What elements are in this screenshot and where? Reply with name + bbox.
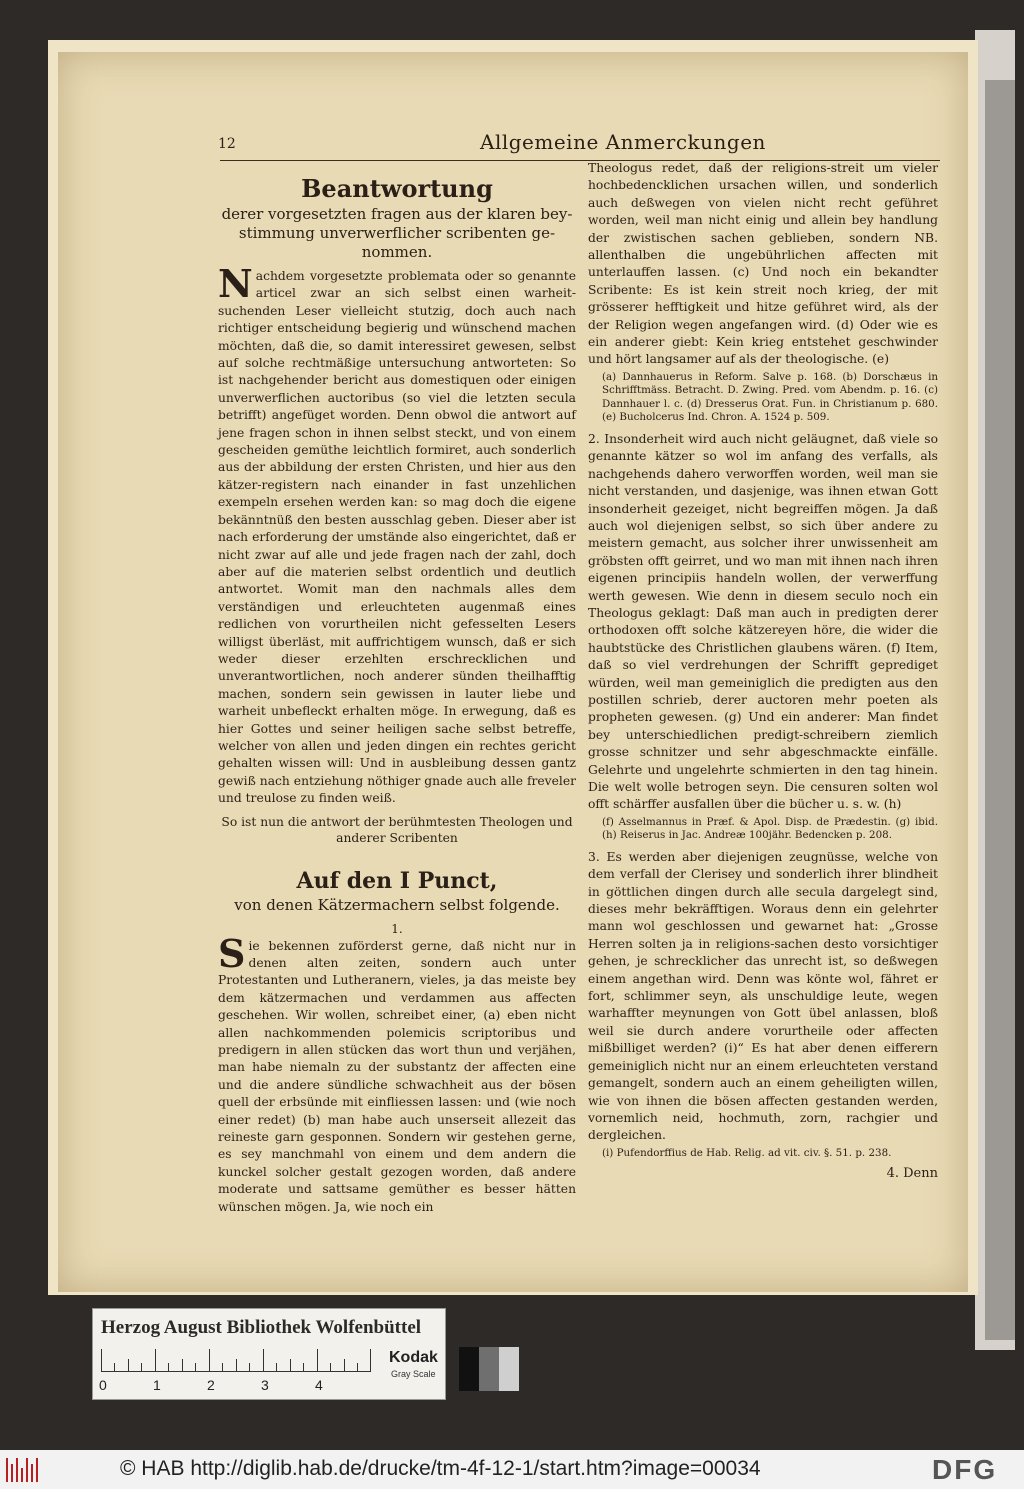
gray-swatch-mid	[479, 1347, 499, 1391]
ruler-label-3: 3	[261, 1377, 269, 1393]
ruler-label-2: 2	[207, 1377, 215, 1393]
ruler-label-1: 1	[153, 1377, 161, 1393]
copyright-link[interactable]: © HAB http://diglib.hab.de/drucke/tm-4f-12-1/start.htm?image=00034	[120, 1457, 761, 1480]
library-name: Herzog August Bibliothek Wolfenbüttel	[101, 1317, 422, 1338]
gray-scale-label: Gray Scale	[391, 1369, 436, 1379]
right-paragraph-3: 3. Es werden aber diejenigen zeugnüsse, welche von dem verfall der Clerisey und sonderlich ihrer blindheit in göttlichen dingen durch alle secula dargelegt sind, dieses mehr bekräfftigen. Woraus denn ein gelehrter mann wol geschlossen und gewarnet hat: „Grosse Herren solten ja in religions-sachen desto vorsichtiger gehen, je schrecklicher das unrecht ist, so deßwegen einem angethan wird. Denn was könte wol, fähret er fort, schlimmer seyn, als unschuldige leute, wegen warhaffter meynungen von Gott übel anlassen, bloß weil sie durch andere vorurtheile oder affecten mißbilliget werden? (i)“ Es hat aber denen eifferern gemeiniglich nicht nur an einem erleuchteten verstand gemangelt, sondern auch an einem geheiligten willen, wie von ihnen die bösen affecten gestanden werden, vornemlich neid, hochmuth, zorn, rachgier und dergleichen.	[588, 849, 938, 1143]
running-title: Allgemeine Anmerckungen	[480, 130, 766, 154]
kodak-logo: Kodak	[389, 1349, 438, 1366]
chapter-subtitle: derer vorgesetzten fragen aus der klaren bey-stimmung unverwerflicher scribenten ge-nommen.	[221, 205, 573, 261]
intro-closing: So ist nun die antwort der berühmtesten Theologen und anderer Scribenten	[221, 814, 573, 845]
footnote-block-1: (a) Dannhauerus in Reform. Salve p. 168. (b) Dorschæus in Schrifftmäss. Betracht. D. Zwing. Pred. vom Abendm. p. 16. (c) Dannhauer l. c. (d) Dresserus Orat. Fun. in Christianum p. 680. (e) Bucholcerus Ind. Chron. A. 1524 p. 509.	[602, 370, 938, 424]
right-column	[588, 160, 938, 1181]
footnote-block-3: (i) Pufendorffius de Hab. Relig. ad vit. civ. §. 51. p. 238.	[602, 1146, 892, 1159]
section-paragraph: Sie bekennen zuförderst gerne, daß nicht nur in denen alten zeiten, sondern auch unter Protestanten und Lutheranern, vieles, ja das meiste bey dem kätzermachen und verdammen aus affecten geschehen. Wir wollen, schreibet einer, (a) eben nicht allen nachkommenden polemicis scriptoribus und predigern in allen stücken das wort thun und verjähen, man habe niemaln zu der substantz der affecten eine und die andere sündliche schwachheit aus der bösen quell der erbsünde mit einfliessen lassen: und (wie noch einer redet) (b) man habe auch unserseit allezeit das reineste garn gesponnen. Sondern wir gestehen gerne, es sey manchmahl von einem und dem andern die kunckel solcher gestalt gezogen worden, daß andere moderate und sattsame gemüther es besser hätten wünschen mögen. Ja, wie noch ein	[218, 930, 576, 1214]
hab-logo-icon	[6, 1458, 42, 1482]
right-paragraph-2: 2. Insonderheit wird auch nicht geläugnet, daß viele so genannte kätzer so wol im anfang des verfalls, als nachgehends dahero verworffen worden, weil man sie nicht verstanden, und dasjenige, was ihnen etwan Gott insonderheit gezeiget, nicht begreiffen mögen. Ja daß auch wol diejenigen selbst, so sich über andere zu meistern gemacht, aus solcher ihrer unwissenheit am gröbsten offt geirret, und wo man mit ihnen nach ihren eigenen principiis handeln wollen, der verwerffung werth gewesen. Wie denn in diesem seculo noch ein Theologus geklagt: Daß man auch in predigten derer orthodoxen offt solche kätzereyen höre, die wider die haubtstücke des Christlichen glaubens wären. (f) Item, daß so viel verdrehungen der Schrifft geprediget würden, weil man gemeiniglich die predigten aus den postillen schrieb, derer auctoren mehr poeten als propheten gewesen. (g) Und ein anderer: Man findet bey unterschiedlichen predigt-schreibern ziemlich grosse schnitzer und sehr abgeschmackte einfälle. Gelehrte und ungelehrte schmierten in den tag hinein. Die welt wolle betrogen seyn. Die censuren solten wol offt schärffer ausfallen über die bücher u. s. w. (h)	[588, 431, 938, 812]
ruler-label-0: 0	[99, 1377, 107, 1393]
left-column	[218, 170, 576, 1216]
right-paragraph-1: Theologus redet, daß der religions-streit um vieler hochbedencklichen ursachen willen, und sonderlich auch deßwegen von vielen nicht recht geführet worden, weil man nicht einig und allein bey handlung der zwistischen sachen geblieben, sondern NB. allenthalben die ungebührlichen affecten mit unterlauffen lassen. (c) Und noch ein bekandter Scribente: Es ist kein streit noch krieg, der mit grösserer hefftigkeit und hitze geführet wird, als der der Religion wegen angefangen wird. (d) Oder wie es ein anderer giebt: Kein krieg entstehet geschwinder und hört langsamer auf als der theologische. (e)	[588, 161, 938, 367]
page-number: 12	[218, 136, 236, 152]
color-card	[92, 1308, 446, 1400]
dfg-logo: DFG	[932, 1454, 998, 1485]
catchword: 4. Denn	[886, 1166, 938, 1182]
ruler-label-4: 4	[315, 1377, 323, 1393]
footnote-block-2: (f) Asselmannus in Præf. & Apol. Disp. de Prædestin. (g) ibid. (h) Reiserus in Jac. Andreæ 100jähr. Bedencken p. 208.	[602, 815, 938, 842]
gray-swatch-black	[459, 1347, 479, 1391]
section-subtitle: von denen Kätzermachern selbst folgende.	[234, 895, 560, 914]
section-title: Auf den I Punct,	[296, 867, 498, 894]
chapter-title: Beantwortung	[301, 174, 493, 203]
page-edge-shadow	[985, 80, 1015, 1340]
scale-ruler	[101, 1349, 371, 1372]
section-number: 1.	[391, 921, 403, 936]
intro-paragraph: Nachdem vorgesetzte problemata oder so genannte articel zwar an sich selbst einen warheit-suchenden Leser vielleicht stutzig, doch auch nach richtiger entscheidung begierig und wünschend machen möchten, daß die, so damit interessiret gewesen, selbst auf solche rechtmäßige untersuchung antworteten: So ist nachgehender bericht aus domestiquen oder einigen unverwerflichen auctoribus (so viel die letzten secula betrifft) angefüget worden. Denn obwol die antwort auf jene fragen schon in ihnen selbst steckt, und von einem gescheiden gemüthe leichtlich formiret, auch sonderlich aus der abbildung der ersten Christen, und hier aus den kätzer-registern nach einander in fast unzehlichen exempeln ersehen werden kan: so mag doch die eigene bekänntnüß den besten ausschlag geben. Dieser aber ist nach erforderung der umstände also eingerichtet, daß er nicht zwar auf alle und jede fragen nach der zahl, doch aber auf die materien selbst ordentlich und deutlich antwortet. Womit man den nachmals alles dem verständigen und erleuchteten augenmaß eines redlichen von vorurtheilen nicht gefesselten Lesers willigst überläst, mit auffrichtigem wunsch, daß er sich weder dieser erzehlten erschrecklichen und unverantwortlichen, noch anderer sünden theilhafftig machen, sondern sein gewissen in lauter liebe und warheit unbefleckt erhalten möge. In erwegung, daß es hier Gottes und seiner heiligen sache selbst betreffe, welcher von allen und jeden dingen ein rechtes gericht gehalten wissen will: Und in ausbleibung dessen gantz gewiß nach entziehung nöthiger gnade auch alle freveler und treulose zu finden weiß.	[218, 261, 576, 806]
footer-bar	[0, 1450, 1024, 1489]
gray-swatch-light	[499, 1347, 519, 1391]
